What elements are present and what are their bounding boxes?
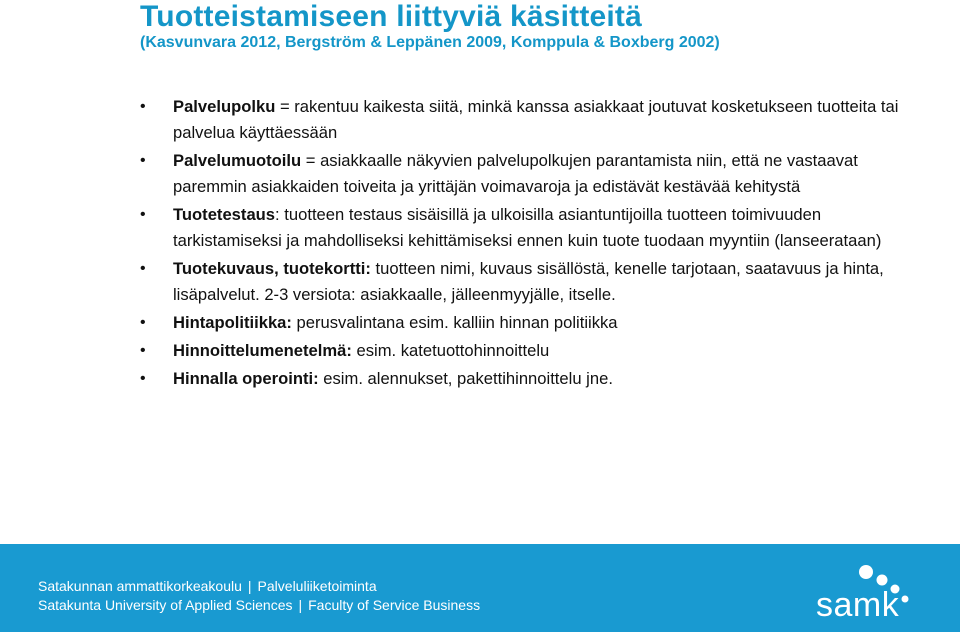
bullet-term: Hintapolitiikka: bbox=[173, 313, 292, 332]
list-item bbox=[140, 366, 930, 392]
bullet-list bbox=[140, 94, 930, 394]
bullet-term: Hinnalla operointi: bbox=[173, 369, 319, 388]
bullet-text: = asiakkaalle näkyvien palvelupolkujen parantamista niin, että ne vastaavat paremmin asiakkaiden toiveita ja yrittäjän voimavaroja ja edistävät kestävää kehitystä bbox=[173, 151, 858, 196]
footer-institution-en: Satakunta University of Applied Sciences bbox=[38, 597, 293, 613]
page-subtitle: (Kasvunvara 2012, Bergström & Leppänen 2009, Komppula & Boxberg 2002) bbox=[140, 34, 720, 51]
list-item bbox=[140, 256, 930, 308]
page-title: Tuotteistamiseen liittyviä käsitteitä bbox=[140, 0, 643, 33]
bullet-icon: • bbox=[140, 206, 146, 223]
bullet-text: esim. alennukset, pakettihinnoittelu jne. bbox=[318, 369, 613, 388]
bullet-icon: • bbox=[140, 260, 146, 277]
bullet-text: : tuotteen testaus sisäisillä ja ulkoisilla asiantuntijoilla tuotteen toimivuuden tarkistamiseksi ja mahdolliseksi kehittämiseksi ennen kuin tuote tuodaan myyntiin (lanseerataan) bbox=[173, 205, 882, 250]
footer-faculty-fi: Palveluliiketoiminta bbox=[257, 578, 377, 594]
bullet-icon: • bbox=[140, 98, 146, 115]
bullet-text: tuotteen nimi, kuvaus sisällöstä, kenelle tarjotaan, saatavuus ja hinta, lisäpalvelut. 2-3 versiota: asiakkaalle, jälleenmyyjälle, itselle. bbox=[173, 259, 884, 304]
footer-bar bbox=[0, 544, 960, 632]
list-item bbox=[140, 202, 930, 254]
footer-institution-fi: Satakunnan ammattikorkeakoulu bbox=[38, 578, 242, 594]
footer-line-finnish bbox=[38, 578, 377, 594]
bullet-term: Palvelumuotoilu bbox=[173, 151, 302, 170]
bullet-text: perusvalintana esim. kalliin hinnan politiikka bbox=[291, 313, 618, 332]
bullet-term: Tuotekuvaus, tuotekortti: bbox=[173, 259, 371, 278]
bullet-icon: • bbox=[140, 342, 146, 359]
samk-logo bbox=[782, 562, 922, 624]
bullet-term: Hinnoittelumenetelmä: bbox=[173, 341, 352, 360]
list-item bbox=[140, 338, 930, 364]
footer-separator: | bbox=[298, 597, 303, 613]
list-item bbox=[140, 148, 930, 200]
bullet-icon: • bbox=[140, 314, 146, 331]
bullet-icon: • bbox=[140, 370, 146, 387]
bullet-term: Palvelupolku bbox=[173, 97, 276, 116]
list-item bbox=[140, 94, 930, 146]
bullet-term: Tuotetestaus bbox=[173, 205, 276, 224]
bullet-text: = rakentuu kaikesta siitä, minkä kanssa asiakkaat joutuvat kosketukseen tuotteita tai palvelua käyttäessään bbox=[173, 97, 899, 142]
footer-faculty-en: Faculty of Service Business bbox=[308, 597, 481, 613]
bullet-icon: • bbox=[140, 152, 146, 169]
bullet-text: esim. katetuottohinnoittelu bbox=[351, 341, 550, 360]
footer-separator: | bbox=[247, 578, 252, 594]
footer-line-english bbox=[38, 597, 480, 613]
list-item bbox=[140, 310, 930, 336]
logo-text: samk bbox=[816, 586, 900, 624]
